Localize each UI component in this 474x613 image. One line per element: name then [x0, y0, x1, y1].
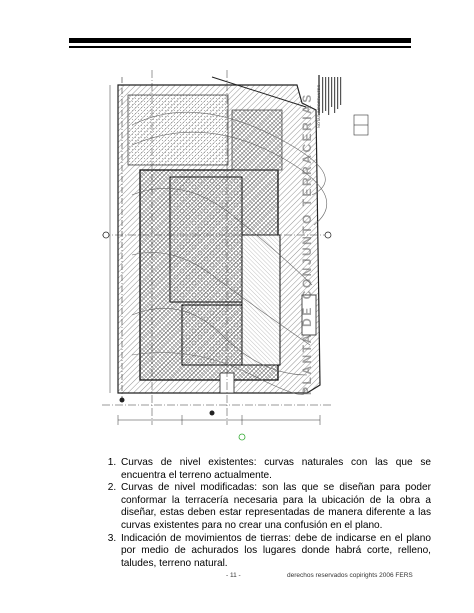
definitions-list — [99, 457, 431, 570]
list-item: 1. Curvas de nivel existentes: curvas naturales con las que se encuentra el terreno actualmente. — [119, 457, 431, 482]
header-rule-thin — [69, 46, 411, 48]
notes-block — [318, 75, 341, 115]
list-item: 3. Indicación de movimientos de tierras: debe de indicarse en el plano por medio de achurados los lugares donde habrá corte, relleno, taludes, terreno natural. — [119, 533, 431, 571]
drawing-title: PLANTA DE CONJUNTO TERRACERIAS — [300, 92, 314, 395]
site-plan-drawing — [92, 55, 392, 445]
drawing-notes-heading: NOTAS IMPORTANTES — [316, 84, 321, 128]
legend-symbol — [354, 115, 368, 135]
copyright-note: derechos reservados copirights 2006 FERS — [287, 572, 413, 579]
header-rule-thick — [69, 38, 411, 43]
page-number: - 11 - — [226, 572, 241, 579]
list-item: 2. Curvas de nivel modificadas: son las que se diseñan para poder conformar la terracería necesaria para la ubicación de la obra a diseñar, estas deben estar representadas de manera diferente a las curvas existentes para no crear una confusión en el plano. — [119, 482, 431, 532]
